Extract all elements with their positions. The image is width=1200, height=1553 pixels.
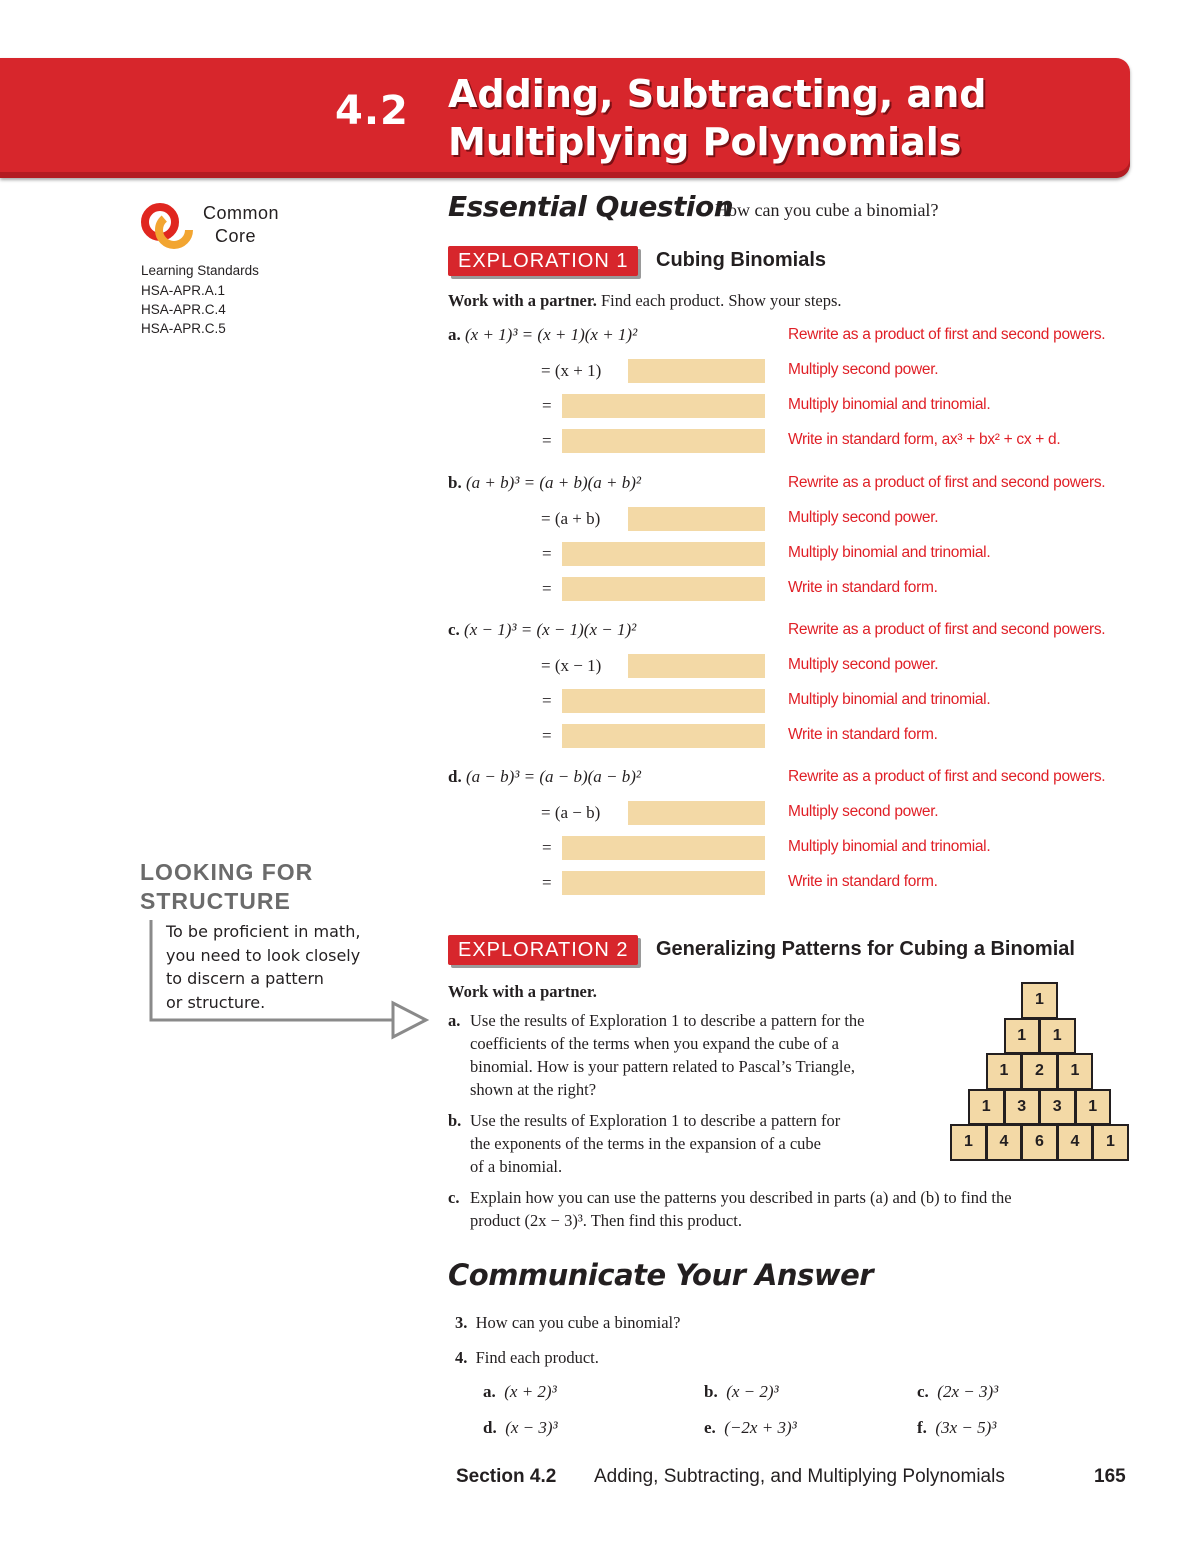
part-letter: a. (448, 325, 461, 344)
part-factor: = (x + 1) (541, 361, 602, 380)
product-item (917, 1418, 996, 1438)
pascal-cell: 1 (1004, 1018, 1041, 1055)
pascal-cell: 1 (1075, 1089, 1112, 1126)
page-title-line1: Adding, Subtracting, and (448, 72, 987, 116)
part-letter: d. (448, 767, 462, 786)
answer-box[interactable] (562, 871, 765, 895)
text-line: the exponents of the terms in the expansion of a cube (470, 1134, 821, 1153)
item-letter: e. (704, 1418, 716, 1437)
answer-box[interactable] (628, 801, 765, 825)
part-factor: = (a − b) (541, 803, 601, 822)
exploration-2-b-text (470, 1109, 930, 1178)
text-line: product (2x − 3)³. Then find this product. (470, 1211, 742, 1230)
equals-sign: = (542, 873, 552, 892)
step-note: Rewrite as a product of first and second powers. (788, 326, 1106, 343)
step-note: Multiply second power. (788, 361, 939, 378)
pascal-cell: 4 (1057, 1124, 1094, 1161)
pascal-cell: 1 (1039, 1018, 1076, 1055)
standard-item: HSA-APR.C.4 (141, 302, 226, 317)
pascal-cell: 2 (1021, 1053, 1058, 1090)
item-expression: (x + 2)³ (504, 1382, 557, 1401)
step-note: Write in standard form, ax³ + bx² + cx + d. (788, 431, 1061, 448)
answer-box[interactable] (562, 836, 765, 860)
pascal-cell: 3 (1004, 1089, 1041, 1126)
common-core-line1: Common (203, 203, 280, 223)
part-letter: b. (448, 1111, 462, 1130)
lfs-body-line: to discern a pattern (166, 969, 324, 988)
item-expression: (−2x + 3)³ (724, 1418, 797, 1437)
lfs-title-line: STRUCTURE (140, 888, 291, 914)
part-expression: (x + 1)³ = (x + 1)(x + 1)² (465, 325, 638, 344)
communicate-heading: Communicate Your Answer (448, 1258, 874, 1292)
pascal-cell: 1 (986, 1053, 1023, 1090)
looking-for-structure-title (140, 858, 313, 916)
exploration-1-instruction (448, 289, 842, 312)
answer-box[interactable] (562, 542, 765, 566)
product-item (704, 1382, 779, 1402)
product-item (704, 1418, 797, 1438)
answer-box[interactable] (562, 577, 765, 601)
exploration-2-c-letter (448, 1186, 459, 1209)
instruction-text: Find each product. Show your steps. (600, 291, 842, 310)
step-note: Rewrite as a product of first and second powers. (788, 621, 1106, 638)
step-note: Multiply second power. (788, 803, 939, 820)
page-number: 165 (1094, 1466, 1126, 1487)
pascal-cell: 1 (1092, 1124, 1129, 1161)
item-expression: (x − 2)³ (726, 1382, 779, 1401)
exploration-2-tab: EXPLORATION 2 (448, 935, 638, 965)
lfs-body-line: or structure. (166, 992, 266, 1012)
item-expression: (3x − 5)³ (935, 1418, 997, 1437)
item-letter: b. (704, 1382, 718, 1401)
pascal-cell: 1 (968, 1089, 1005, 1126)
answer-box[interactable] (628, 359, 765, 383)
exploration-2-a-letter (448, 1009, 460, 1032)
part-expression: (x − 1)³ = (x − 1)(x − 1)² (464, 620, 637, 639)
text-line: Use the results of Exploration 1 to describe a pattern for the (470, 1011, 865, 1030)
pascal-cell: 1 (1021, 982, 1058, 1019)
answer-box[interactable] (562, 689, 765, 713)
instruction-bold: Work with a partner. (448, 291, 597, 310)
footer-section: Section 4.2 (456, 1466, 557, 1487)
step-note: Multiply binomial and trinomial. (788, 396, 991, 413)
standard-item: HSA-APR.A.1 (141, 283, 226, 298)
equals-sign: = (542, 691, 552, 710)
step-note: Multiply binomial and trinomial. (788, 544, 991, 561)
answer-box[interactable] (562, 724, 765, 748)
exploration-2-c-text (470, 1186, 1150, 1232)
pascal-cell: 4 (986, 1124, 1023, 1161)
text-line: of a binomial. (470, 1157, 563, 1176)
pascals-triangle (948, 982, 1130, 1162)
item-expression: (x − 3)³ (505, 1418, 558, 1437)
learning-standards-label: Learning Standards (141, 263, 259, 278)
step-note: Write in standard form. (788, 873, 938, 890)
question-text: How can you cube a binomial? (475, 1313, 681, 1332)
section-number: 4.2 (335, 88, 409, 134)
instruction-bold: Work with a partner. (448, 982, 597, 1001)
step-note: Write in standard form. (788, 579, 938, 596)
item-expression: (2x − 3)³ (937, 1382, 999, 1401)
part-factor: = (a + b) (541, 509, 601, 528)
callout-arrow-icon (140, 915, 435, 1045)
question-3 (455, 1311, 680, 1334)
step-note: Multiply binomial and trinomial. (788, 691, 991, 708)
answer-box[interactable] (628, 507, 765, 531)
equals-sign: = (542, 396, 552, 415)
step-note: Multiply binomial and trinomial. (788, 838, 991, 855)
essential-question-heading: Essential Question (448, 190, 734, 223)
product-item (917, 1382, 998, 1402)
essential-question-text: How can you cube a binomial? (715, 200, 939, 220)
answer-box[interactable] (562, 394, 765, 418)
standard-item: HSA-APR.C.5 (141, 321, 226, 336)
part-letter: c. (448, 1188, 460, 1207)
lfs-body-line: you need to look closely (166, 945, 361, 965)
lfs-body-line: To be proficient in math, (166, 922, 361, 941)
product-item (483, 1382, 557, 1402)
common-core-logo-icon (140, 198, 196, 254)
part-expression: (a + b)³ = (a + b)(a + b)² (465, 473, 642, 492)
part-expression: (a − b)³ = (a − b)(a − b)² (465, 767, 642, 786)
question-4 (455, 1346, 599, 1369)
item-letter: f. (917, 1418, 927, 1437)
pascal-cell: 3 (1039, 1089, 1076, 1126)
part-letter: c. (448, 620, 460, 639)
item-letter: a. (483, 1382, 496, 1401)
item-letter: c. (917, 1382, 929, 1401)
lfs-title-line: LOOKING FOR (140, 859, 314, 885)
step-note: Rewrite as a product of first and second powers. (788, 768, 1106, 785)
question-text: Find each product. (475, 1348, 599, 1367)
part-b-lhs (448, 473, 641, 493)
exploration-2-a-text (470, 1009, 960, 1101)
step-note: Rewrite as a product of first and second powers. (788, 474, 1106, 491)
step-note: Multiply second power. (788, 509, 939, 526)
equals-sign: = (542, 838, 552, 857)
text-line: shown at the right? (470, 1080, 597, 1099)
equals-sign: = (542, 431, 552, 450)
exploration-2-b-letter (448, 1109, 461, 1132)
common-core-line2: Core (215, 226, 257, 246)
pascal-cell: 1 (1057, 1053, 1094, 1090)
text-line: Explain how you can use the patterns you described in parts (a) and (b) to find the (470, 1188, 1012, 1207)
pascal-cell: 1 (950, 1124, 987, 1161)
equals-sign: = (542, 544, 552, 563)
text-line: coefficients of the terms when you expand the cube of a (470, 1034, 839, 1053)
exploration-1-tab: EXPLORATION 1 (448, 246, 638, 276)
text-line: Use the results of Exploration 1 to describe a pattern for (470, 1111, 841, 1130)
step-note: Multiply second power. (788, 656, 939, 673)
equals-sign: = (542, 726, 552, 745)
part-letter: a. (448, 1011, 461, 1030)
part-factor: = (x − 1) (541, 656, 602, 675)
text-line: binomial. How is your pattern related to Pascal’s Triangle, (470, 1057, 855, 1076)
page-title-line2: Multiplying Polynomials (448, 120, 962, 164)
equals-sign: = (542, 579, 552, 598)
part-c-lhs (448, 620, 636, 640)
exploration-1-title: Cubing Binomials (656, 249, 826, 271)
answer-box[interactable] (562, 429, 765, 453)
item-letter: d. (483, 1418, 497, 1437)
part-letter: b. (448, 473, 462, 492)
part-a-lhs (448, 325, 637, 345)
footer-title: Adding, Subtracting, and Multiplying Polynomials (594, 1466, 1005, 1487)
part-d-lhs (448, 767, 641, 787)
question-number: 4. (455, 1348, 468, 1367)
step-note: Write in standard form. (788, 726, 938, 743)
exploration-2-instruction (448, 980, 597, 1003)
product-item (483, 1418, 558, 1438)
pascal-cell: 6 (1021, 1124, 1058, 1161)
exploration-2-title: Generalizing Patterns for Cubing a Binomial (656, 938, 1075, 960)
question-number: 3. (455, 1313, 468, 1332)
answer-box[interactable] (628, 654, 765, 678)
